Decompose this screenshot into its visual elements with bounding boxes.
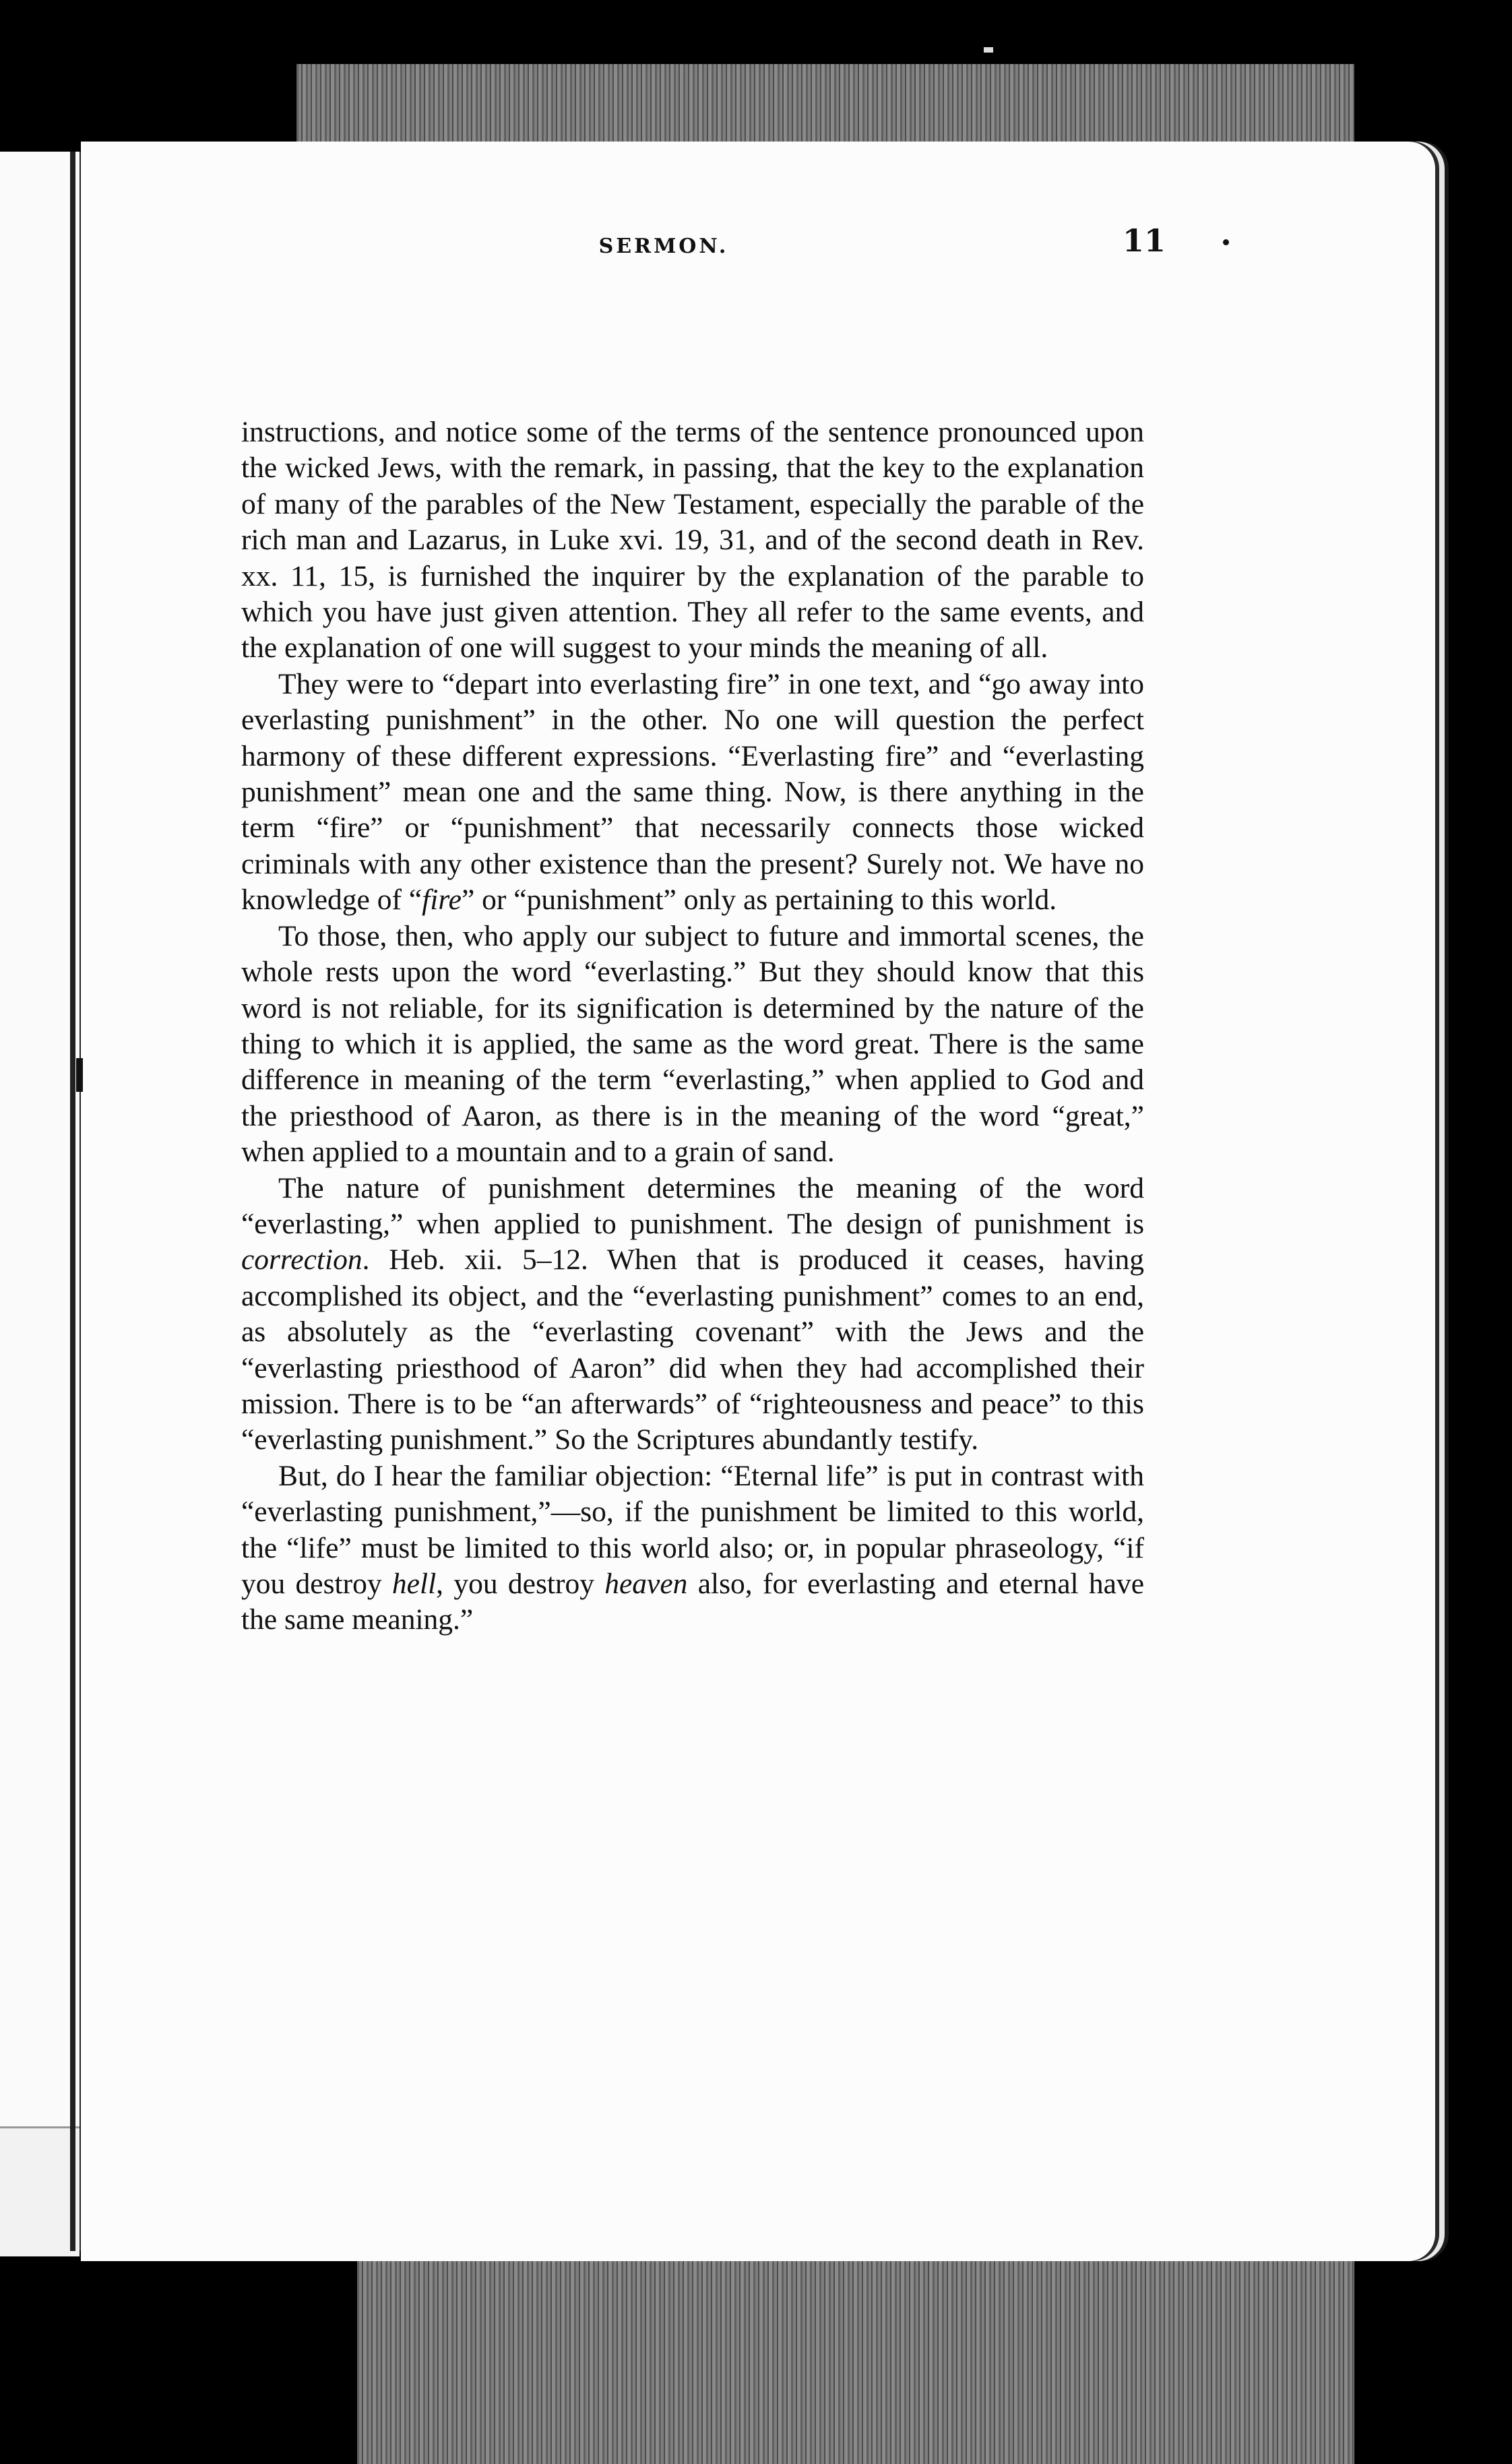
paragraph: instructions, and notice some of the terms of the sentence pronounced upon the wicked Jews, with the remark, in passing, that the key to the explanation of many of the parables of the New Testament, especially the parable of the rich man and Lazarus, in Luke xvi. 19, 31, and of the second death in Rev. xx. 11, 15, is furnished the inquirer by the explanation of the parable to which you have just given attention. They all refer to the same events, and the explanation of one will suggest to your minds the meaning of all. [241,416,1144,665]
paragraph [241,667,1144,919]
book-spine [70,152,75,2251]
sermon-text [241,414,1144,1638]
italic-run: hell [391,1568,437,1600]
italic-run: fire [422,884,462,917]
italic-run: heaven [604,1568,688,1600]
text-run: also, for everlasting and eternal have the same meaning.” [241,1568,1145,1636]
text-run: They were to “depart into everlasting fire” in one text, and “go away into everlasting punishment” in the other. No one will question the perfect harmony of these different expressions. “Everlasting fire” and “everlasting punishment” mean one and the same thing. Now, is there anything in the term “fire” or “punishment” that necessarily connects those wicked criminals with any other existence than the present? Surely not. We have no knowledge of “ [241,667,1144,917]
facing-page-fold [0,2126,80,2256]
edge-speck [984,47,993,53]
text-run: ” or “punishment” only as pertaining to this world. [461,884,1057,917]
paragraph [241,1458,1144,1638]
text-run: , you destroy [436,1568,605,1600]
scan-border-bottom [357,2251,1354,2464]
text-run: . Heb. xii. 5–12. When that is produced it ceases, having accomplished its object, and the “everlasting punishment” comes to an end, as absolutely as the “everlasting covenant” with the Jews and the “everlasting priesthood of Aaron” did when they had accomplished their mission. There is to be “an afterwards” of “righteousness and peace” to this “everlasting punishment.” So the Scriptures abundantly testify. [241,1243,1144,1456]
scan-border-top [296,64,1354,152]
ink-speck [1223,239,1229,245]
paragraph: To those, then, who apply our subject to future and immortal scenes, the whole rests upon the word “everlasting.” But they should know that this word is not reliable, for its signification is determined by the nature of the thing to which it is applied, the same as the word great. There is the same difference in meaning of the term “everlasting,” when applied to God and the priesthood of Aaron, as there is in the meaning of the word “great,” when applied to a mountain and to a grain of sand. [241,919,1144,1169]
text-run: But, do I hear the familiar objection: “Eternal life” is put in contrast with “everlasting punishment,”—so, if the punishment be limited to this world, the “life” must be limited to this world also; or, in popular phraseology, “if you destroy [241,1459,1144,1600]
text-run: The nature of punishment determines the meaning of the word “everlasting,” when applied to punishment. The design of punishment is [241,1171,1144,1240]
page-header [162,222,1166,270]
italic-run: correction [241,1243,363,1276]
page-number: 11 [1122,222,1166,259]
running-head: SERMON. [598,235,729,258]
paragraph [241,1171,1144,1458]
margin-mark [76,1058,83,1092]
